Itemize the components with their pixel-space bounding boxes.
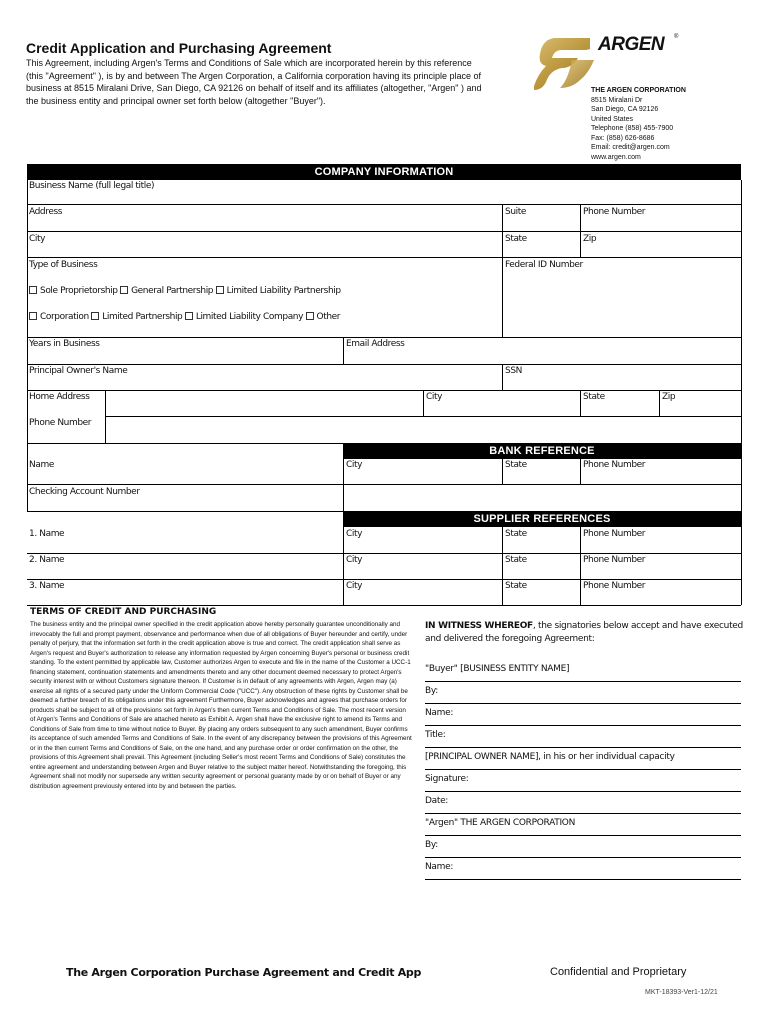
ssn-field[interactable]: SSN — [505, 366, 522, 376]
home-city-field[interactable]: City — [426, 392, 443, 402]
intro-paragraph: This Agreement, including Argen's Terms and Conditions of Sale which are incorporated herein by this reference (this "Agreement" ), is by and between The Argen Corporation, a California corporation having its principle place of business at 8515 Miralani Drive, San Diego, CA 92126 on behalf of itself and its affiliates (altogether, "Argen" ) and the business entity and principal owner set forth below (altogether "Buyer"). — [26, 58, 482, 106]
buyer-name-field[interactable]: Name: — [425, 708, 454, 718]
checkbox-llp[interactable] — [216, 286, 224, 294]
corp-addr1: 8515 Miralani Dr — [591, 96, 643, 104]
date-field[interactable]: Date: — [425, 796, 449, 806]
argen-logo — [532, 30, 742, 90]
home-phone-label: Phone Number — [29, 418, 92, 428]
checking-account-field[interactable]: Checking Account Number — [29, 487, 140, 497]
supplier-2-name-field[interactable]: 2. Name — [29, 555, 65, 565]
corporation-address — [591, 86, 686, 162]
address-field[interactable]: Address — [29, 207, 63, 217]
corp-phone: Telephone (858) 455-7900 — [591, 125, 674, 132]
corp-web: www.argen.com — [591, 153, 641, 161]
state-field[interactable]: State — [505, 234, 527, 244]
home-address-label: Home Address — [29, 392, 90, 402]
argen-by-field[interactable]: By: — [425, 840, 438, 850]
federal-id-field[interactable]: Federal ID Number — [505, 260, 583, 270]
business-name-field[interactable]: Business Name (full legal title) — [29, 181, 155, 191]
bank-city-field[interactable]: City — [346, 460, 363, 470]
logo-wordmark: ARGEN — [598, 34, 665, 55]
option-label: Sole Proprietorship — [40, 286, 118, 296]
bank-phone-field[interactable]: Phone Number — [583, 460, 646, 470]
business-type-row1 — [29, 286, 341, 296]
home-zip-field[interactable]: Zip — [662, 392, 676, 402]
argen-name-field[interactable]: Name: — [425, 862, 454, 872]
corp-addr2: San Diego, CA 92126 — [591, 106, 659, 113]
supplier-references-heading: SUPPLIER REFERENCES — [343, 511, 741, 527]
option-label: Limited Liability Company — [195, 312, 304, 322]
option-label: Corporation — [40, 312, 89, 322]
checkbox-general-partnership[interactable] — [120, 286, 128, 294]
supplier-1-name-field[interactable]: 1. Name — [29, 529, 65, 539]
supplier-3-name-field[interactable]: 3. Name — [29, 581, 65, 591]
supplier-1-phone-field[interactable]: Phone Number — [583, 529, 646, 539]
corp-email: Email: credit@argen.com — [591, 144, 670, 151]
city-field[interactable]: City — [29, 234, 46, 244]
supplier-3-city-field[interactable]: City — [346, 581, 363, 591]
supplier-2-state-field[interactable]: State — [505, 555, 527, 565]
email-field[interactable]: Email Address — [346, 339, 405, 349]
witness-statement — [425, 620, 743, 646]
company-info-heading: COMPANY INFORMATION — [27, 164, 741, 180]
home-state-field[interactable]: State — [583, 392, 605, 402]
supplier-3-state-field[interactable]: State — [505, 581, 527, 591]
supplier-2-city-field[interactable]: City — [346, 555, 363, 565]
terms-body: The business entity and the principal owner specified in the credit application above hereby personally guarantee unconditionally and irrevocably the full and prompt payment, observance and performance when due of all obligations of Buyer hereunder and certify, under penalty of perjury, that the information set forth in the credit application above is true and correct. The credit application shall serve as Argen's request and Buyer's authorization to release any information requested by Argen concerning Buyer's personal or business credit standing. To the extent permitted by applicable law, Customer authorizes Argen to execute and file in the name of the Customer a UCC-1 financing statement, continuation statements and amendments thereto and any other document deemed necessary to protect Argen's security interest with or without Customers signature thereon. If Customer is in default of any agreements with Argen, Argen may (a) exercise all rights of a secured party under the Uniform Commercial Code ("UCC"). Any obstruction of these rights by Customer shall be deemed a further breach of its obligations under this agreement Furthermore, Buyer acknowledges and agrees that purchase orders for products shall be subject to all of the provisions set forth in Argen's then current Terms and Conditions of Sale. The most recent version of Argen's Terms and Conditions of Sale are attached hereto as Exhibit A. Argen shall have the exclusive right to amend its Terms and Conditions of Sale from time to time without notice to Buyer. By placing any orders subsequent to any such amendment, Buyer confirms its acceptance of such amended Terms and Conditions of Sale. In the event of any discrepancy between the provisions of this Agreement or in the then current Terms and Conditions of Sale, on the one hand, and any purchase order or order confirmation on the other, the provisions of this Agreement shall prevail. This Agreement (including Seller's most recent Terms and Conditions of Sale) constitutes the entire agreement and understanding between Argen and Buyer relative to the subject matter hereof. Notwithstanding the foregoing, this Agreement shall not modify nor supersede any written security agreement or personal guaranty made by or on behalf of Buyer or any distribution agreement previously entered into by and between the parties. — [30, 621, 412, 790]
supplier-3-phone-field[interactable]: Phone Number — [583, 581, 646, 591]
option-label: General Partnership — [131, 286, 214, 296]
business-type-row2 — [29, 312, 340, 322]
registered-mark: ® — [674, 34, 679, 40]
terms-heading: TERMS OF CREDIT AND PURCHASING — [30, 607, 217, 617]
buyer-by-field[interactable]: By: — [425, 686, 438, 696]
checkbox-limited-partnership[interactable] — [91, 312, 99, 320]
option-label: Limited Liability Partnership — [226, 286, 341, 296]
owner-name-field[interactable]: Principal Owner's Name — [29, 366, 128, 376]
witness-lead: IN WITNESS WHEREOF — [425, 621, 533, 631]
checkbox-other[interactable] — [306, 312, 314, 320]
checkbox-llc[interactable] — [185, 312, 193, 320]
option-label: Other — [316, 312, 341, 322]
argen-label: "Argen" THE ARGEN CORPORATION — [425, 818, 576, 828]
zip-field[interactable]: Zip — [583, 234, 597, 244]
business-type-label: Type of Business — [29, 260, 98, 270]
phone-field[interactable]: Phone Number — [583, 207, 646, 217]
bank-state-field[interactable]: State — [505, 460, 527, 470]
option-label: Limited Partnership — [102, 312, 183, 322]
years-field[interactable]: Years in Business — [29, 339, 100, 349]
bank-reference-heading: BANK REFERENCE — [343, 443, 741, 459]
page-title: Credit Application and Purchasing Agreement — [26, 40, 332, 56]
buyer-label: "Buyer" [BUSINESS ENTITY NAME] — [425, 664, 570, 674]
supplier-2-phone-field[interactable]: Phone Number — [583, 555, 646, 565]
owner-capacity-label: [PRINCIPAL OWNER NAME], in his or her individual capacity — [425, 752, 675, 762]
witness-text: , the signatories below accept and have executed and delivered the foregoing Agreement: — [425, 621, 743, 644]
checkbox-corporation[interactable] — [29, 312, 37, 320]
suite-field[interactable]: Suite — [505, 207, 526, 217]
corp-fax: Fax: (858) 626-8686 — [591, 134, 655, 142]
corp-country: United States — [591, 115, 634, 123]
buyer-title-field[interactable]: Title: — [425, 730, 446, 740]
bank-name-field[interactable]: Name — [29, 460, 54, 470]
signature-field[interactable]: Signature: — [425, 774, 469, 784]
supplier-1-state-field[interactable]: State — [505, 529, 527, 539]
footer-confidential: Confidential and Proprietary — [550, 966, 687, 978]
footer-form-code: MKT-18393-Ver1-12/21 — [645, 989, 718, 996]
footer-title: The Argen Corporation Purchase Agreement and Credit App — [66, 966, 422, 979]
supplier-1-city-field[interactable]: City — [346, 529, 363, 539]
checkbox-sole-proprietorship[interactable] — [29, 286, 37, 294]
corp-name: THE ARGEN CORPORATION — [591, 87, 686, 94]
